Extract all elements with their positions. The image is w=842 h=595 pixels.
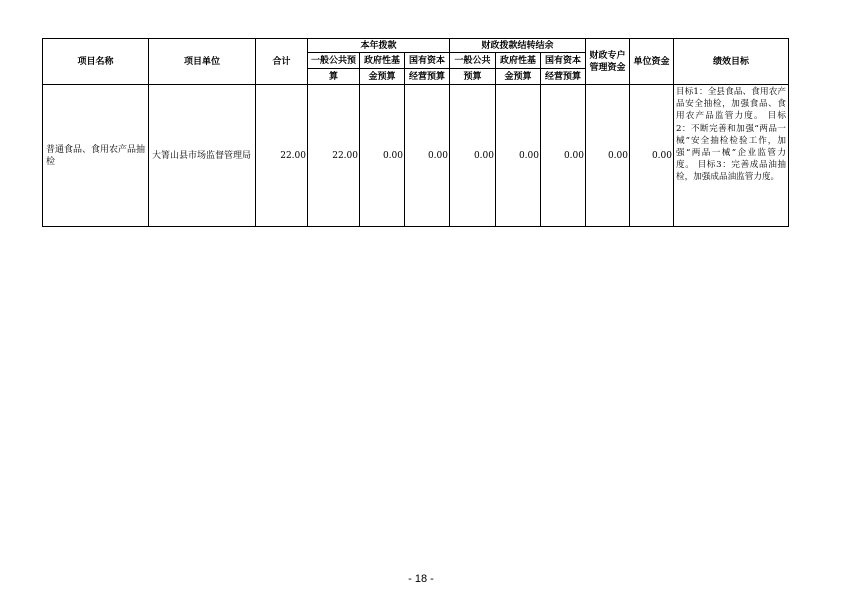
cell-special-fund: 0.00 [586, 85, 630, 227]
col-header-gov-fund-1-line2: 金预算 [360, 69, 405, 85]
table-row [43, 85, 789, 227]
cell-general-public-2: 0.00 [450, 85, 496, 227]
col-header-state-capital-2-line2: 经营预算 [541, 69, 586, 85]
col-header-project-name: 项目名称 [43, 39, 149, 85]
col-header-unit-fund: 单位资金 [630, 39, 674, 85]
col-header-general-public-2-line1: 一般公共 [450, 53, 496, 69]
page-number: - 18 - [408, 573, 434, 585]
cell-total: 22.00 [256, 85, 308, 227]
col-header-total: 合计 [256, 39, 308, 85]
col-header-state-capital-2-line1: 国有资本 [541, 53, 586, 69]
cell-project-name: 普通食品、食用农产品抽检 [43, 85, 149, 227]
cell-unit-fund: 0.00 [630, 85, 674, 227]
header-row-1 [43, 39, 789, 53]
cell-state-capital-1: 0.00 [405, 85, 450, 227]
cell-project-unit: 大箐山县市场监督管理局 [149, 85, 256, 227]
col-header-state-capital-1-line2: 经营预算 [405, 69, 450, 85]
col-group-carryover: 财政拨款结转结余 [450, 39, 586, 53]
budget-project-table [42, 38, 789, 227]
col-header-gov-fund-1-line1: 政府性基 [360, 53, 405, 69]
col-header-general-public-1-line1: 一般公共预 [308, 53, 360, 69]
cell-performance-goal: 目标1：全县食品、食用农产品安全抽检，加强食品、食用农产品监管力度。 目标2：不断完善和加强“两品一械”安全抽检检验工作，加强“两品一械”企业监管力度。 目标3：完善成品油抽检，加强成品油监管力度。 [674, 85, 789, 227]
col-header-special-fund-line1: 财政专户 [589, 50, 626, 61]
col-header-special-fund [586, 39, 630, 85]
col-header-general-public-1-line2: 算 [308, 69, 360, 85]
col-header-gov-fund-2-line1: 政府性基 [496, 53, 541, 69]
cell-state-capital-2: 0.00 [541, 85, 586, 227]
col-header-gov-fund-2-line2: 金预算 [496, 69, 541, 85]
col-header-state-capital-1-line1: 国有资本 [405, 53, 450, 69]
col-header-performance-goal: 绩效目标 [674, 39, 789, 85]
col-header-general-public-2-line2: 预算 [450, 69, 496, 85]
cell-gov-fund-2: 0.00 [496, 85, 541, 227]
cell-general-public-1: 22.00 [308, 85, 360, 227]
col-header-special-fund-line2: 管理资金 [589, 62, 626, 73]
cell-gov-fund-1: 0.00 [360, 85, 405, 227]
col-group-current-year: 本年拨款 [308, 39, 450, 53]
col-header-project-unit: 项目单位 [149, 39, 256, 85]
